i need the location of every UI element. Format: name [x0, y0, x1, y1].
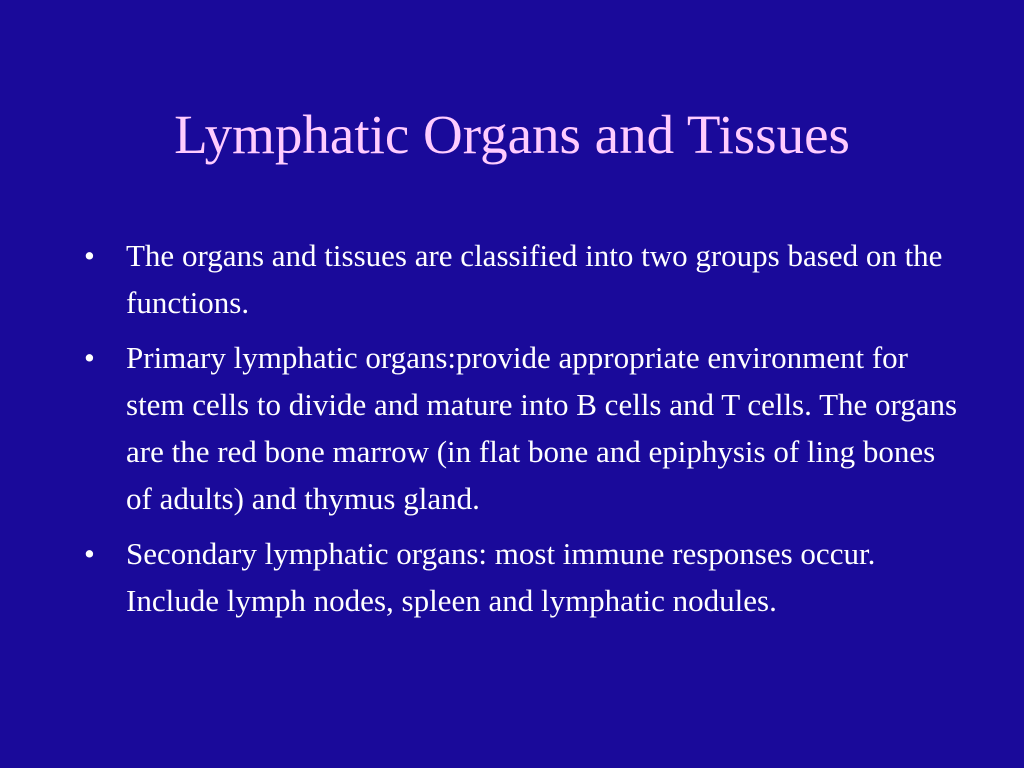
bullet-list [82, 232, 962, 632]
bullet-text: Secondary lymphatic organs: most immune responses occur. Include lymph nodes, spleen and lymphatic nodules. [126, 536, 876, 618]
bullet-icon: • [84, 238, 95, 273]
bullet-item [82, 232, 962, 326]
bullet-item [82, 530, 962, 624]
bullet-text: Primary lymphatic organs:provide appropriate environment for stem cells to divide and mature into B cells and T cells. The organs are the red bone marrow (in flat bone and epiphysis of ling bones of adults) and thymus gland. [126, 340, 958, 516]
slide-title: Lymphatic Organs and Tissues [174, 104, 850, 165]
bullet-icon: • [84, 536, 95, 571]
bullet-icon: • [84, 340, 95, 375]
bullet-text: The organs and tissues are classified into two groups based on the functions. [126, 238, 943, 320]
bullet-item [82, 334, 962, 522]
